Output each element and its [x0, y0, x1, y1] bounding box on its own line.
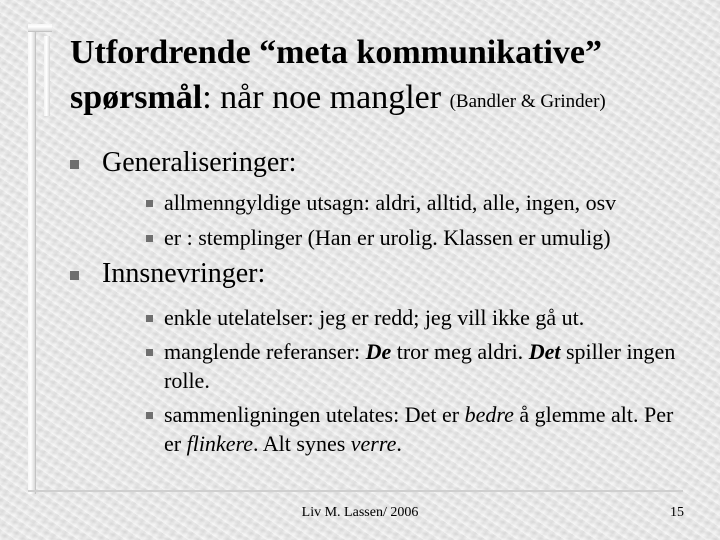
bullet-square-icon [146, 315, 153, 322]
decorative-frame-vertical [28, 24, 35, 494]
decorative-frame-top [28, 24, 52, 31]
footer-author: Liv M. Lassen/ 2006 [301, 505, 419, 520]
emphasis: Det [528, 339, 561, 364]
page-number: 15 [670, 505, 684, 520]
emphasis: verre [350, 431, 397, 456]
title-line-1: Utfordrende “meta kommunikative” [70, 34, 602, 71]
bullet-square-icon [146, 235, 153, 242]
slide-title [70, 30, 710, 124]
bullet-square-icon [146, 200, 153, 207]
slide: Utfordrende “meta kommunikative” spørsmål: når noe mangler (Bandler & Grinder) Generaliseringer: allmenngyldige utsagn: aldri, alltid, alle, ingen, osv er : stemplinger (Han er urolig. Klassen er umulig) Innsnevringer: enkle utelatelser: jeg er redd; jeg vill ikke gå ut. manglende referanser: De tror meg aldri. Det spiller ingen rolle. sammenligningen utelates: Det er bedre å glemme alt. Per er flinkere. Alt synes verre. Liv M. Lassen/ 2006 15 [0, 0, 720, 540]
bullet-square-icon [146, 412, 153, 419]
decorative-frame-bottom [28, 490, 683, 492]
decorative-frame-inner [44, 36, 50, 116]
title-line-2 [70, 75, 710, 124]
title-keyword: spørsmål [70, 79, 203, 116]
emphasis: flinkere [186, 431, 253, 456]
bullet-square-icon [70, 271, 79, 280]
bullet-square-icon [146, 349, 153, 356]
emphasis: bedre [464, 402, 514, 427]
title-line-2-rest: : når noe mangler [202, 79, 442, 116]
bullet-square-icon [70, 160, 79, 169]
emphasis: De [365, 339, 392, 364]
title-citation: (Bandler & Grinder) [449, 91, 606, 112]
